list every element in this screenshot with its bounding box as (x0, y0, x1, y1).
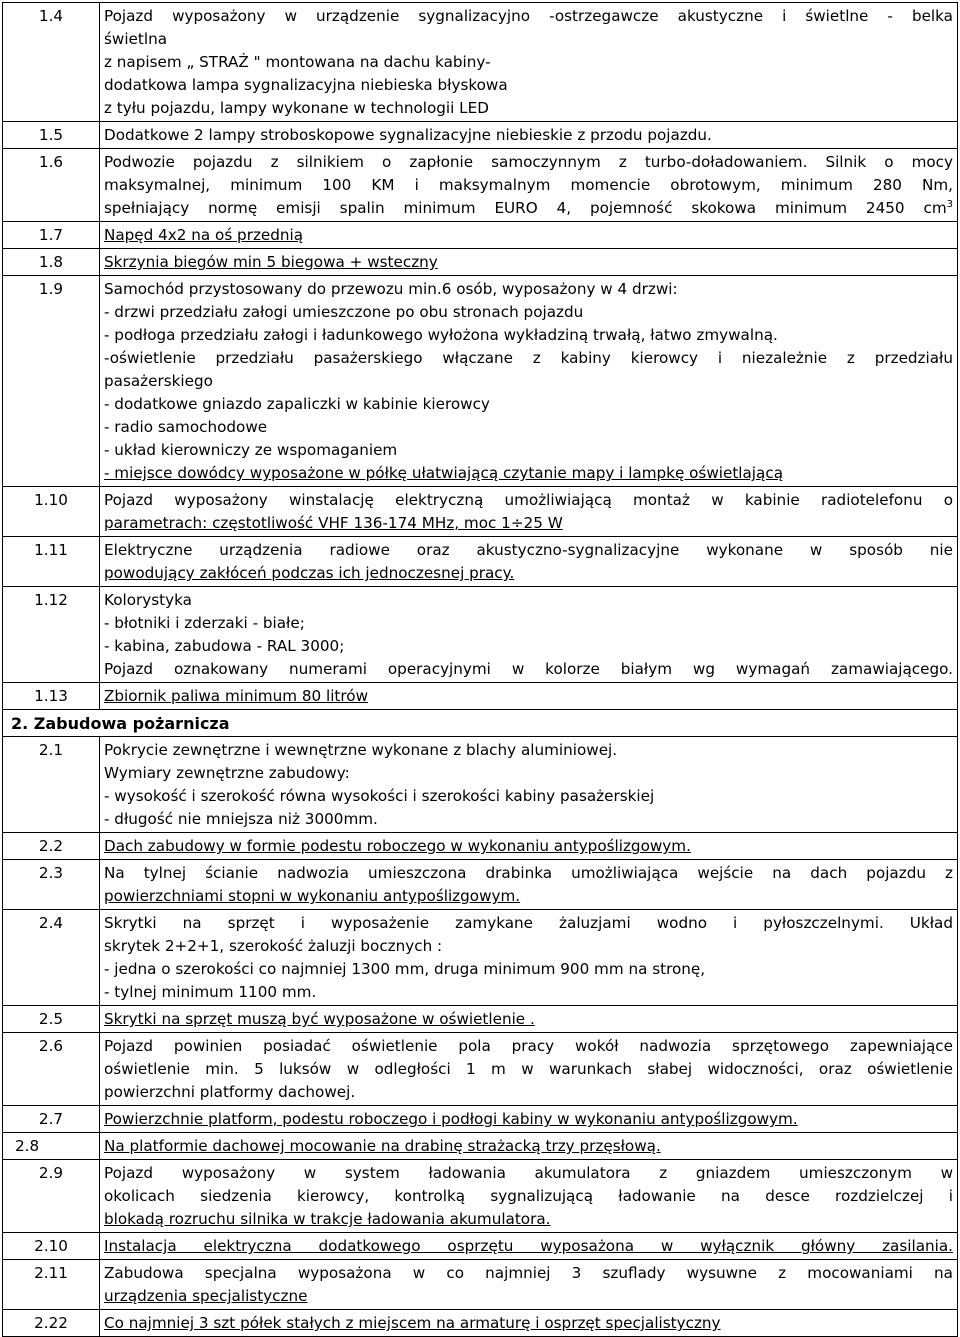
item-number: 2.7 (3, 1106, 100, 1133)
description-line (104, 347, 953, 370)
description-line (104, 197, 953, 220)
description-line (104, 301, 953, 324)
section-heading: 2. Zabudowa pożarnicza (3, 710, 958, 737)
description-line (104, 251, 953, 274)
description-line-text: parametrach: częstotliwość VHF 136-174 MHz, moc 1÷25 W (104, 514, 563, 532)
description-line-text: - miejsce dowódcy wyposażone w półkę ułatwiającą czytanie mapy i lampkę oświetlającą (104, 464, 783, 482)
description-line-text: z tyłu pojazdu, lampy wykonane w technologii LED (104, 99, 489, 117)
description-line-text: Zabudowa specjalna wyposażona w co najmniej 3 szuflady wysuwne z mocowaniami na (104, 1264, 953, 1282)
description-line-text: Napęd 4x2 na oś przednią (104, 226, 304, 244)
table-row (3, 276, 958, 487)
description-line-text: Na tylnej ścianie nadwozia umieszczona drabinka umożliwiająca wejście na dach pojazdu z (104, 864, 953, 882)
description-line (104, 589, 953, 612)
table-row (3, 537, 958, 587)
item-number: 2.5 (3, 1006, 100, 1033)
description-line (104, 658, 953, 681)
description-line (104, 539, 953, 562)
description-line (104, 739, 953, 762)
description-line-text: - dodatkowe gniazdo zapaliczki w kabinie kierowcy (104, 395, 490, 413)
description-line-text: skrytek 2+2+1, szerokość żaluzji bocznych : (104, 937, 443, 955)
description-line-text: Pojazd wyposażony w system ładowania akumulatora z gniazdem umieszczonym w (104, 1164, 953, 1182)
description-line (104, 808, 953, 831)
description-line-text: Instalacja elektryczna dodatkowego osprzętu wyposażona w wyłącznik główny zasilania. (104, 1237, 953, 1255)
description-line (104, 635, 953, 658)
description-line-text: Skrytki na sprzęt i wyposażenie zamykane żaluzjami wodno i pyłoszczelnymi. Układ (104, 914, 953, 932)
item-description (100, 860, 958, 910)
description-line (104, 762, 953, 785)
description-line-text: Powierzchnie platform, podestu roboczego i podłogi kabiny w wykonaniu antypoślizgowym. (104, 1110, 798, 1128)
table-row (3, 1133, 958, 1160)
item-number: 1.6 (3, 149, 100, 222)
item-number: 2.2 (3, 833, 100, 860)
description-line-text: Pokrycie zewnętrzne i wewnętrzne wykonane z blachy aluminiowej. (104, 741, 618, 759)
description-line (104, 912, 953, 935)
item-number: 2.9 (3, 1160, 100, 1233)
description-line (104, 151, 953, 174)
item-description (100, 122, 958, 149)
description-line (104, 562, 953, 585)
description-line (104, 981, 953, 1004)
table-row (3, 1160, 958, 1233)
item-description (100, 833, 958, 860)
description-line-text: Wymiary zewnętrzne zabudowy: (104, 764, 350, 782)
description-line-text: - podłoga przedziału załogi i ładunkowego wyłożona wykładziną trwałą, łatwo zmywalną. (104, 326, 778, 344)
item-description (100, 487, 958, 537)
description-line (104, 124, 953, 147)
table-row (3, 683, 958, 710)
item-number: 2.8 (3, 1133, 100, 1160)
table-row (3, 1006, 958, 1033)
description-line-text: - błotniki i zderzaki - białe; (104, 614, 305, 632)
item-description (100, 587, 958, 683)
table-row (3, 1033, 958, 1106)
description-line (104, 1058, 953, 1081)
table-row (3, 3, 958, 122)
table-row (3, 587, 958, 683)
description-line (104, 416, 953, 439)
description-line-text: powodujący zakłóceń podczas ich jednoczesnej pracy. (104, 564, 515, 582)
specification-table (2, 2, 958, 1337)
description-line (104, 1162, 953, 1185)
description-line (104, 612, 953, 635)
item-description (100, 222, 958, 249)
item-description (100, 1106, 958, 1133)
item-number: 1.5 (3, 122, 100, 149)
table-row (3, 737, 958, 833)
description-line (104, 489, 953, 512)
description-line-text: Skrzynia biegów min 5 biegowa + wsteczny (104, 253, 438, 271)
item-number: 2.6 (3, 1033, 100, 1106)
description-line (104, 5, 953, 28)
description-line-text: Pojazd wyposażony w urządzenie sygnalizacyjno -ostrzegawcze akustyczne i świetlne - belka (104, 7, 953, 25)
description-line (104, 74, 953, 97)
table-row (3, 833, 958, 860)
description-line-text: spełniający normę emisji spalin minimum EURO 4, pojemność skokowa minimum 2450 cm (104, 199, 947, 217)
description-line-text: Elektryczne urządzenia radiowe oraz akustyczno-sygnalizacyjne wykonane w sposób nie (104, 541, 953, 559)
item-description (100, 3, 958, 122)
description-line-text: blokadą rozruchu silnika w trakcje ładowania akumulatora. (104, 1210, 551, 1228)
item-number: 1.7 (3, 222, 100, 249)
description-line (104, 97, 953, 120)
superscript-exponent: 3 (946, 198, 953, 210)
item-number: 2.4 (3, 910, 100, 1006)
description-line (104, 28, 953, 51)
description-line (104, 1285, 953, 1308)
description-line (104, 1262, 953, 1285)
description-line (104, 324, 953, 347)
item-number: 1.8 (3, 249, 100, 276)
description-line (104, 785, 953, 808)
description-line (104, 224, 953, 247)
description-line (104, 462, 953, 485)
item-number: 1.13 (3, 683, 100, 710)
specification-table-body (3, 3, 958, 1337)
description-line-text: - tylnej minimum 1100 mm. (104, 983, 317, 1001)
description-line-text: świetlna (104, 30, 168, 48)
description-line-text: urządzenia specjalistyczne (104, 1287, 308, 1305)
description-line (104, 935, 953, 958)
item-description (100, 276, 958, 487)
description-line (104, 439, 953, 462)
table-row (3, 1260, 958, 1310)
description-line-text: Dach zabudowy w formie podestu roboczego w wykonaniu antypoślizgowym. (104, 837, 691, 855)
description-line-text: maksymalnej, minimum 100 KM i maksymalnym momencie obrotowym, minimum 280 Nm, (104, 176, 953, 194)
description-line (104, 278, 953, 301)
item-number: 2.11 (3, 1260, 100, 1310)
table-row (3, 710, 958, 737)
description-line-text: Samochód przystosowany do przewozu min.6 osób, wyposażony w 4 drzwi: (104, 280, 678, 298)
table-row (3, 1310, 958, 1337)
item-description (100, 537, 958, 587)
table-row (3, 910, 958, 1006)
description-line-text: Kolorystyka (104, 591, 192, 609)
description-line (104, 1135, 953, 1158)
description-line (104, 393, 953, 416)
description-line-text: Zbiornik paliwa minimum 80 litrów (104, 687, 369, 705)
item-number: 1.10 (3, 487, 100, 537)
description-line (104, 512, 953, 535)
description-line-text: Podwozie pojazdu z silnikiem o zapłonie samoczynnym z turbo-doładowaniem. Silnik o mocy (104, 153, 953, 171)
item-number: 2.1 (3, 737, 100, 833)
description-line-text: dodatkowa lampa sygnalizacyjna niebieska błyskowa (104, 76, 508, 94)
description-line (104, 51, 953, 74)
item-description (100, 1033, 958, 1106)
description-line-text: powierzchniami stopni w wykonaniu antypoślizgowym. (104, 887, 521, 905)
description-line-text: - drzwi przedziału załogi umieszczone po obu stronach pojazdu (104, 303, 584, 321)
table-row (3, 1106, 958, 1133)
description-line-text: - radio samochodowe (104, 418, 268, 436)
description-line (104, 1235, 953, 1258)
table-row (3, 222, 958, 249)
item-description (100, 149, 958, 222)
item-number: 1.11 (3, 537, 100, 587)
description-line-text: Co najmniej 3 szt półek stałych z miejscem na armaturę i osprzęt specjalistyczny (104, 1314, 721, 1332)
description-line-text: Pojazd oznakowany numerami operacyjnymi w kolorze białym wg wymagań zamawiającego. (104, 660, 953, 678)
description-line-text: - wysokość i szerokość równa wysokości i szerokości kabiny pasażerskiej (104, 787, 655, 805)
item-number: 2.10 (3, 1233, 100, 1260)
item-description (100, 1160, 958, 1233)
description-line (104, 1312, 953, 1335)
description-line (104, 835, 953, 858)
item-number: 1.9 (3, 276, 100, 487)
item-description (100, 1133, 958, 1160)
table-row (3, 1233, 958, 1260)
description-line-text: okolicach siedzenia kierowcy, kontrolką sygnalizującą ładowanie na desce rozdzielczej i (104, 1187, 953, 1205)
description-line-text: pasażerskiego (104, 372, 213, 390)
table-row (3, 249, 958, 276)
description-line (104, 1081, 953, 1104)
description-line (104, 958, 953, 981)
item-number: 2.22 (3, 1310, 100, 1337)
description-line-text: Na platformie dachowej mocowanie na drabinę strażacką trzy przęsłową. (104, 1137, 661, 1155)
table-row (3, 122, 958, 149)
item-number: 1.12 (3, 587, 100, 683)
item-description (100, 1006, 958, 1033)
description-line-text: -oświetlenie przedziału pasażerskiego włączane z kabiny kierowcy i niezależnie z przedziału (104, 349, 953, 367)
description-line (104, 1008, 953, 1031)
description-line (104, 370, 953, 393)
item-description (100, 737, 958, 833)
description-line-text: Dodatkowe 2 lampy stroboskopowe sygnalizacyjne niebieskie z przodu pojazdu. (104, 126, 712, 144)
description-line (104, 1208, 953, 1231)
description-line-text: - układ kierowniczy ze wspomaganiem (104, 441, 398, 459)
description-line (104, 862, 953, 885)
table-row (3, 487, 958, 537)
item-description (100, 910, 958, 1006)
description-line (104, 174, 953, 197)
table-row (3, 860, 958, 910)
description-line-text: - kabina, zabudowa - RAL 3000; (104, 637, 345, 655)
description-line-text: Pojazd powinien posiadać oświetlenie pola pracy wokół nadwozia sprzętowego zapewniające (104, 1037, 953, 1055)
description-line-text: - długość nie mniejsza niż 3000mm. (104, 810, 378, 828)
description-line-text: - jedna o szerokości co najmniej 1300 mm, druga minimum 900 mm na stronę, (104, 960, 706, 978)
item-number: 2.3 (3, 860, 100, 910)
description-line (104, 1185, 953, 1208)
description-line (104, 1035, 953, 1058)
item-description (100, 1260, 958, 1310)
description-line (104, 885, 953, 908)
description-line-text: Skrytki na sprzęt muszą być wyposażone w oświetlenie . (104, 1010, 535, 1028)
table-row (3, 149, 958, 222)
description-line (104, 685, 953, 708)
description-line-text: z napisem „ STRAŻ " montowana na dachu kabiny- (104, 53, 491, 71)
description-line (104, 1108, 953, 1131)
item-description (100, 683, 958, 710)
item-number: 1.4 (3, 3, 100, 122)
description-line-text: oświetlenie min. 5 luksów w odległości 1 m w warunkach słabej widoczności, oraz oświetlenie (104, 1060, 953, 1078)
item-description (100, 249, 958, 276)
item-description (100, 1310, 958, 1337)
description-line-text: Pojazd wyposażony winstalację elektryczną umożliwiającą montaż w kabinie radiotelefonu o (104, 491, 953, 509)
item-description (100, 1233, 958, 1260)
description-line-text: powierzchni platformy dachowej. (104, 1083, 356, 1101)
